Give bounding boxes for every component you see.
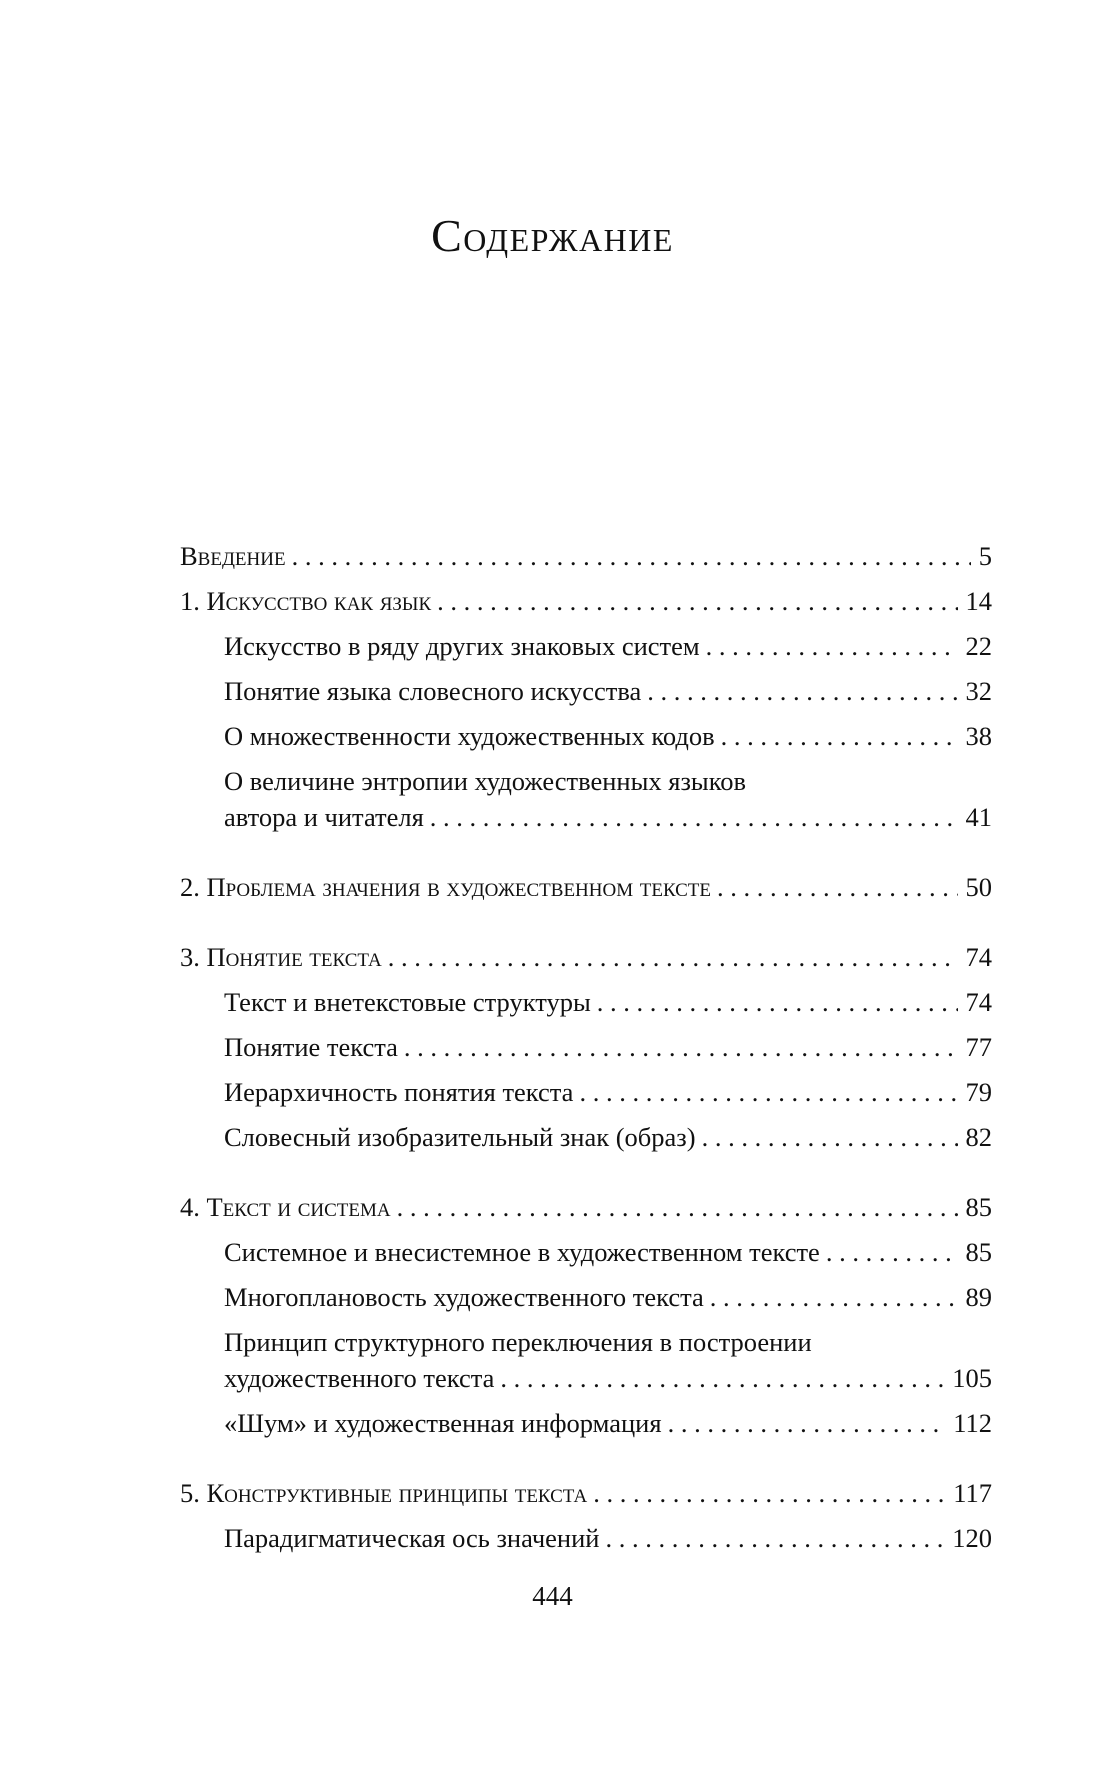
toc-entry-label: Системное и внесистемное в художественном тексте: [224, 1237, 820, 1267]
dot-leader: [593, 1475, 945, 1511]
toc-entry-section[interactable]: [224, 1074, 992, 1110]
toc-entry-label: художественного текста: [224, 1363, 495, 1393]
toc-entry-label: О множественности художественных кодов: [224, 721, 715, 751]
toc-entry-chapter-4[interactable]: [180, 1189, 992, 1225]
dot-leader: [605, 1520, 944, 1556]
toc-entry-label: Искусство в ряду других знаковых систем: [224, 631, 700, 661]
dot-leader: [437, 583, 957, 619]
dot-leader: [404, 1029, 958, 1065]
toc-entry-section[interactable]: [224, 1279, 992, 1315]
toc-entry-page: 82: [965, 1122, 992, 1152]
toc-entry-label: 4. Текст и система: [180, 1192, 391, 1222]
toc-entry-label: Многоплановость художественного текста: [224, 1282, 704, 1312]
dot-leader: [706, 628, 958, 664]
dot-leader: [292, 538, 971, 574]
dot-leader: [717, 869, 957, 905]
toc-entry-chapter-1[interactable]: [180, 583, 992, 619]
toc-entry-label: автора и читателя: [224, 802, 424, 832]
toc-entry-page: 22: [965, 631, 992, 661]
toc-entry-page: 85: [965, 1237, 992, 1267]
toc-entry-section[interactable]: [224, 1405, 992, 1441]
toc-entry-page: 120: [952, 1523, 992, 1553]
toc-entry-label-line1: О величине энтропии художественных языков: [224, 766, 747, 796]
dot-leader: [397, 1189, 958, 1225]
toc-entry-page: 41: [965, 802, 992, 832]
toc-entry-page: 32: [965, 676, 992, 706]
page-title: Содержание: [431, 210, 674, 261]
toc-entry-page: 112: [953, 1408, 992, 1438]
toc-entry-page: 117: [953, 1478, 992, 1508]
toc-entry-page: 74: [965, 942, 992, 972]
dot-leader: [702, 1119, 958, 1155]
dot-leader: [597, 984, 958, 1020]
dot-leader: [668, 1405, 946, 1441]
page-number: 444: [532, 1581, 573, 1611]
toc-entry-page: 50: [965, 872, 992, 902]
toc-entry-section[interactable]: [224, 1119, 992, 1155]
toc-entry-page: 38: [965, 721, 992, 751]
toc-entry-label: 3. Понятие текста: [180, 942, 382, 972]
toc-entry-label-line1: Принцип структурного переключения в построении: [224, 1327, 812, 1357]
toc-entry-section[interactable]: [224, 763, 992, 835]
toc-entry-label: 5. Конструктивные принципы текста: [180, 1478, 588, 1508]
toc-entry-label: Текст и внетекстовые структуры: [224, 987, 591, 1017]
table-of-contents: [180, 538, 992, 1565]
dot-leader: [500, 1360, 944, 1396]
toc-entry-introduction[interactable]: [180, 538, 992, 574]
dot-leader: [647, 673, 957, 709]
toc-entry-page: 5: [978, 541, 992, 571]
toc-entry-label: 2. Проблема значения в художественном тексте: [180, 872, 712, 902]
toc-entry-section[interactable]: [224, 1324, 992, 1396]
dot-leader: [826, 1234, 958, 1270]
toc-entry-label: Словесный изобразительный знак (образ): [224, 1122, 696, 1152]
toc-entry-section[interactable]: [224, 673, 992, 709]
toc-entry-section[interactable]: [224, 1029, 992, 1065]
toc-entry-section[interactable]: [224, 1520, 992, 1556]
toc-entry-page: 89: [965, 1282, 992, 1312]
toc-entry-section[interactable]: [224, 984, 992, 1020]
toc-entry-label: Понятие языка словесного искусства: [224, 676, 642, 706]
toc-entry-page: 74: [965, 987, 992, 1017]
toc-entry-chapter-2[interactable]: [180, 869, 992, 905]
dot-leader: [710, 1279, 958, 1315]
toc-entry-chapter-3[interactable]: [180, 939, 992, 975]
toc-entry-page: 85: [965, 1192, 992, 1222]
toc-entry-label: Иерархичность понятия текста: [224, 1077, 574, 1107]
toc-entry-page: 77: [965, 1032, 992, 1062]
dot-leader: [579, 1074, 957, 1110]
toc-entry-section[interactable]: [224, 1234, 992, 1270]
toc-entry-label: «Шум» и художественная информация: [224, 1408, 662, 1438]
toc-entry-page: 14: [965, 586, 992, 616]
toc-entry-label: Введение: [180, 541, 286, 571]
toc-entry-chapter-5[interactable]: [180, 1475, 992, 1511]
toc-entry-label: Понятие текста: [224, 1032, 398, 1062]
toc-entry-page: 79: [965, 1077, 992, 1107]
dot-leader: [388, 939, 958, 975]
toc-entry-label: 1. Искусство как язык: [180, 586, 432, 616]
toc-entry-label: Парадигматическая ось значений: [224, 1523, 600, 1553]
toc-entry-section[interactable]: [224, 628, 992, 664]
dot-leader: [430, 799, 958, 835]
toc-entry-section[interactable]: [224, 718, 992, 754]
toc-entry-page: 105: [952, 1363, 992, 1393]
dot-leader: [721, 718, 958, 754]
